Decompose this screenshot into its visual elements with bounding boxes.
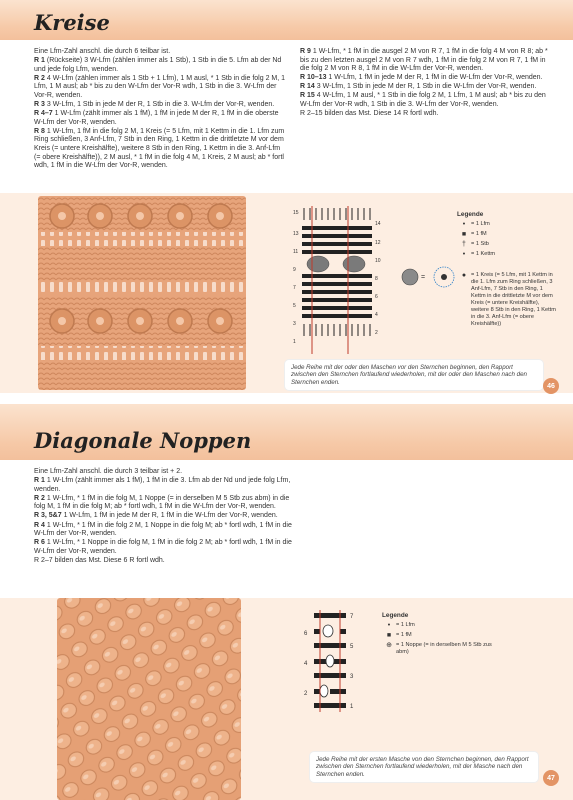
legend-item: ■ = 1 fM [386, 632, 412, 639]
instruction-row: R 3 3 W-Lfm, 1 Stb in jede M der R, 1 Stb in die 3. W-Lfm der Vor-R, wenden. [34, 101, 275, 109]
instruction-line: Eine Lfm-Zahl anschl. die durch 3 teilbar ist + 2. [34, 468, 183, 475]
instruction-line: Eine Lfm-Zahl anschl. die durch 6 teilbar ist. [34, 48, 171, 55]
instruction-row: R 6 1 W-Lfm, * 1 Noppe in die folg M, 1 fM in die folg 2 M; ab * fortl wdh, 1 fM in die W-Lfm der Vor-R, wenden. [34, 539, 292, 555]
instruction-row: R 1 1 W-Lfm (zählt immer als 1 fM), 1 fM in die 3. Lfm ab der Nd und jede folg Lfm, wenden. [34, 477, 291, 493]
instruction-row: R 14 3 W-Lfm, 1 Stb in jede M der R, 1 Stb in die W-Lfm der Vor-R, wenden. [300, 83, 537, 91]
row-number: 10 [375, 258, 381, 264]
crochet-chart-kreise [290, 204, 390, 364]
instruction-row: R 4–7 1 W-Lfm (zählt immer als 1 fM), 1 fM in jede M der R, 1 fM in die oberste W-Lfm der Vor-R, wenden. [34, 110, 279, 126]
row-number: 2 [304, 691, 308, 697]
row-number: 11 [293, 249, 299, 255]
row-number: 8 [375, 276, 378, 282]
instruction-row: R 2 4 W-Lfm (zählen immer als 1 Stb + 1 Lfm), 1 M ausl, * 1 Stb in die folg 2 M, 1 Lfm, 1 M ausl; ab * bis zu den W-Lfm der Vor-R wdh, 1 Stb in die 3. W-Lfm der Vor-R, wenden. [34, 74, 286, 99]
row-number: 13 [293, 231, 299, 237]
repeat-note-noppen: Jede Reihe mit der ersten Masche von den Sternchen beginnen, den Rapport zwischen den Sternchen fortlaufend wiederholen, mit der Masche nach den Sternchen enden. [310, 752, 538, 782]
svg-text:=: = [421, 274, 426, 281]
instruction-row: R 1 (Rückseite) 3 W-Lfm (zählen immer als 1 Stb), 1 Stb in die 5. Lfm ab der Nd und jede folg Lfm, wenden. [34, 57, 282, 73]
row-number: 1 [350, 704, 354, 710]
instructions-right [300, 48, 550, 119]
swatch-photo-noppen [57, 598, 241, 800]
instruction-row: R 8 1 W-Lfm, 1 fM in die folg 2 M, 1 Kreis (= 5 Lfm, mit 1 Kettm in die 1. Lfm zum Ring schließen, 3 Anf-Lfm, 7 Stb in den Ring, 1 Kettm in die drittletzte M vor dem Kreis (= untere Kreishälfte), weitere 8 Stb in den Ring, 1 Kettm in die 3. Anf-Lfm (= obere Kreishälfte)), 2 M ausl, * 1 fM in die folg 4 M, 1 Kreis, 2 M ausl; ab * fortl wdh, 1 fM in die W-Lfm der Vor-R, wenden. [34, 127, 285, 170]
row-number: 7 [293, 285, 296, 291]
instructions-noppen [34, 468, 294, 566]
legend-heading: Legende [382, 612, 409, 619]
legend-item: ● = 1 Kreis (= 5 Lfm, mit 1 Kettm in die 1. Lfm zum Ring schließen, 3 Anf-Lfm, 7 Stb in den Ring, 1 Kettm in die drittletzte M vor dem Kreis (= untere Kreishälfte), weitere 8 Stb in den Ring, 1 Kettm in die 3. Anf-Lfm (= obere Kreishälfte)) [461, 272, 556, 327]
instruction-row: R 4 1 W-Lfm, * 1 fM in die folg 2 M, 1 Noppe in die folg M; ab * fortl wdh, 1 fM in die W-Lfm der Vor-R, wenden. [34, 521, 292, 538]
instruction-row: R 3, 5&7 1 W-Lfm, 1 fM in jede M der R, 1 fM in die W-Lfm der Vor-R, wenden. [34, 512, 278, 520]
row-number: 14 [375, 221, 381, 227]
pattern-title: Kreise [34, 10, 110, 35]
instruction-row: R 15 4 W-Lfm, 1 M ausl, * 1 Stb in die folg 2 M, 1 Lfm, 1 M ausl; ab * bis zu den W-Lfm der Vor-R wdh, 1 Stb in die 3. W-Lfm der Vor-R, wenden. [300, 92, 546, 109]
crochet-chart-noppen [300, 608, 370, 718]
page-number: 46 [543, 378, 559, 394]
legend-kreise [457, 211, 557, 331]
row-number: 4 [304, 661, 308, 667]
row-number: 12 [375, 240, 381, 246]
instruction-line: R 2–7 bilden das Mst. Diese 6 R fortl wdh. [34, 556, 165, 564]
instruction-row: R 2 1 W-Lfm, * 1 fM in die folg M, 1 Noppe (= in derselben M 5 Stb zus abm) in die folg M, 1 fM in die folg M; ab * fortl wdh, 1 fM in die W-Lfm der Vor-R, wenden. [34, 494, 290, 511]
legend-noppen [382, 612, 502, 659]
swatch-photo-kreise [38, 196, 246, 390]
row-number: 15 [293, 210, 299, 216]
row-number: 1 [293, 339, 296, 345]
legend-item: ⊕ = 1 Noppe (= in derselben M 5 Stb zus abm) [386, 642, 492, 655]
row-number: 6 [304, 631, 308, 637]
row-number: 6 [375, 294, 378, 300]
page-number: 47 [543, 770, 559, 786]
row-number: 3 [350, 674, 354, 680]
instructions-left [34, 48, 286, 171]
row-number: 5 [293, 303, 296, 309]
circle-stitch-diagram [400, 264, 460, 290]
row-number: 7 [350, 614, 354, 620]
legend-heading: Legende [457, 211, 484, 218]
legend-item: • = 1 Kettm [462, 251, 496, 258]
legend-item: • = 1 Lfm [462, 221, 490, 228]
row-number: 3 [293, 321, 296, 327]
pattern-title: Diagonale Noppen [34, 428, 252, 453]
row-number: 5 [350, 644, 354, 650]
row-number: 4 [375, 312, 378, 318]
instruction-row: R 10–13 1 W-Lfm, 1 fM in jede M der R, 1 fM in die W-Lfm der Vor-R, wenden. [300, 74, 543, 82]
legend-item: ■ = 1 fM [461, 231, 487, 238]
legend-item: • = 1 Lfm [387, 622, 415, 629]
legend-item: † = 1 Stb [462, 241, 489, 248]
row-number: 9 [293, 267, 296, 273]
instruction-line: R 2–15 bilden das Mst. Diese 14 R fortl wdh. [300, 110, 439, 118]
instruction-row: R 9 1 W-Lfm, * 1 fM in die ausgel 2 M von R 7, 1 fM in die folg 4 M von R 8; ab * bis zu den letzten ausgel 2 M von R 7 wdh, 1 fM in die folg 2 M von R 7, 1 fM in die folg 2 M von R 8, 1 fM in die W-Lfm der Vor-R, wenden. [300, 48, 548, 73]
repeat-note-kreise: Jede Reihe mit der oder den Maschen vor den Sternchen beginnen, den Rapport zwischen den Sternchen fortlaufend wiederholen, mit der oder den Maschen nach den Sternchen enden. [285, 360, 543, 390]
row-number: 2 [375, 330, 378, 336]
